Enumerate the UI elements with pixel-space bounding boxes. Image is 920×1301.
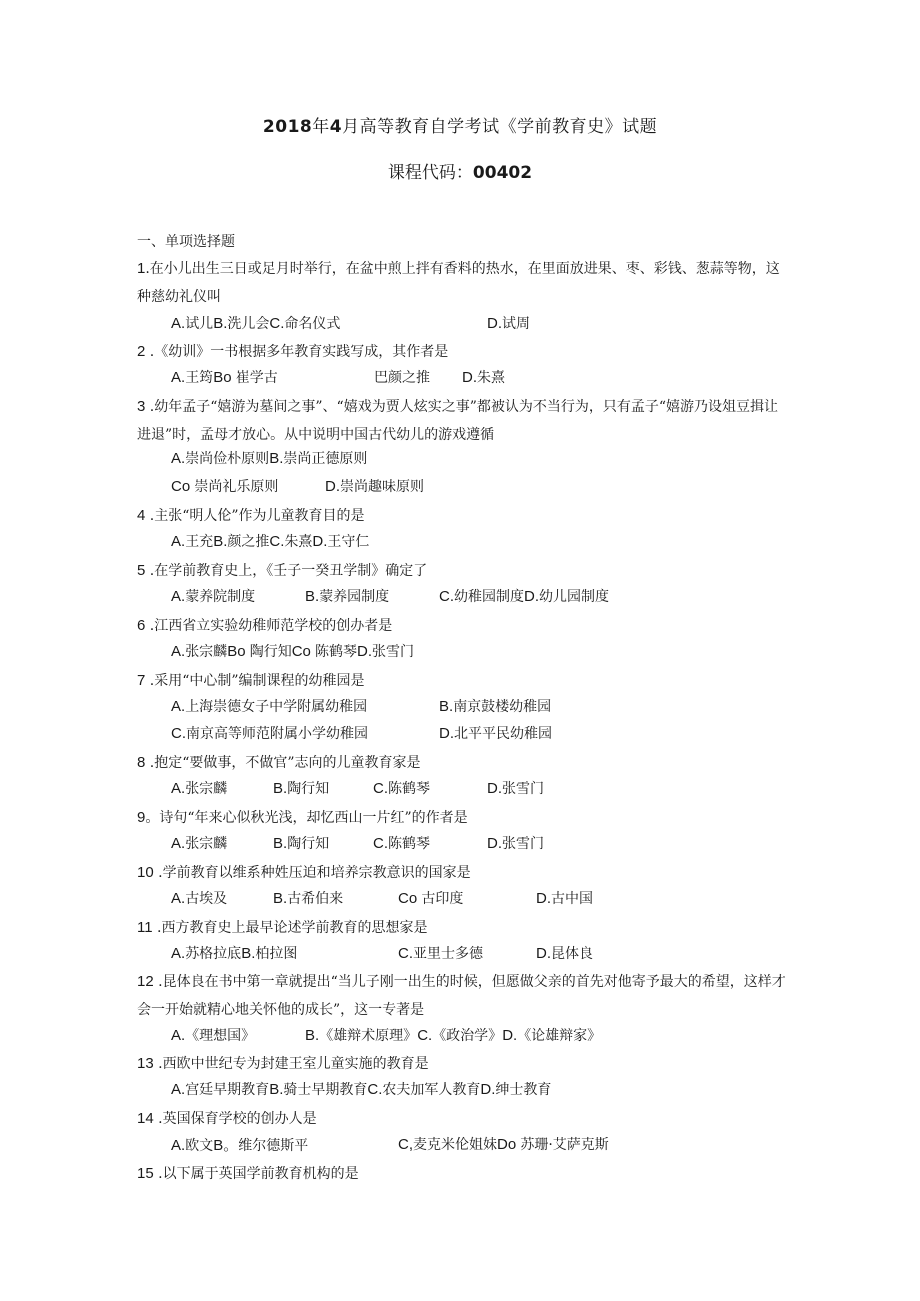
option-text: 崇尚正德原则: [283, 451, 368, 467]
option-letter: A.: [171, 780, 186, 797]
option-letter: C.: [417, 1027, 433, 1044]
option-group: [171, 723, 368, 743]
section-title: 一、单项选择题: [137, 234, 235, 250]
option-group: [171, 367, 278, 387]
option-text: 幼儿园制度: [539, 589, 609, 605]
option-text: 陈鹤琴: [388, 781, 430, 797]
option-letter: C.: [367, 1081, 383, 1098]
option-letter: A.: [171, 1081, 186, 1098]
option-text: 朱熹: [284, 534, 313, 550]
question-text: .在小儿出生三日或足月时举行，在盆中煎上拌有香料的热水，在里面放进果、枣、彩钱、葱蒜等物，这种慈幼礼仪叫: [137, 261, 780, 305]
option-group: [273, 833, 329, 853]
option-letter: C.: [373, 780, 388, 797]
option-group: [373, 833, 430, 853]
option-text: 苏珊·艾萨克斯: [520, 1137, 609, 1153]
option-group: [273, 778, 329, 798]
title-rest: 月高等教育自学考试《学前教育史》试题: [342, 117, 658, 137]
option-text: 崇尚礼乐原则: [194, 479, 279, 495]
option-text: 王充: [185, 534, 214, 550]
option-letter: B.: [269, 1081, 284, 1098]
option-letter: B。: [213, 1137, 239, 1154]
option-letter: B.: [273, 780, 288, 797]
course-code-value: 00402: [472, 163, 533, 183]
question-7: [137, 667, 787, 696]
option-text: 亚里士多德: [413, 946, 483, 962]
question-text: .在学前教育史上，《壬子一癸丑学制》确定了: [145, 563, 428, 579]
option-letter: C.: [171, 725, 186, 742]
option-text: 巴颜之推: [374, 370, 430, 386]
question-text: .昆体良在书中第一章就提出“当儿子刚一出生的时候，但愿做父亲的首先对他寄予最大的希望，这样才会一开始就精心地关怀他的成长”，这一专著是: [137, 974, 786, 1018]
option-text: 崇尚俭朴原则: [185, 451, 270, 467]
option-text: 宫廷早期教育: [185, 1082, 270, 1098]
option-text: 《政治学》: [432, 1028, 503, 1044]
option-group: [171, 531, 369, 551]
option-letter: A.: [171, 450, 186, 467]
question-text: .学前教育以维系种姓压迫和培养宗教意识的国家是: [153, 865, 471, 881]
option-letter: C,: [398, 1136, 413, 1153]
option-group: [374, 367, 430, 387]
exam-title: [0, 112, 920, 137]
option-text: 王筠: [185, 370, 214, 386]
question-number: 5: [137, 562, 146, 579]
option-group: [273, 888, 343, 908]
question-text: 。诗句“年来心似秋光浅，却忆西山一片红”的作者是: [145, 810, 468, 826]
option-letter: B.: [213, 315, 228, 332]
question-11: [137, 914, 787, 943]
option-group: [171, 313, 340, 333]
option-group: [536, 943, 593, 963]
option-letter: A.: [171, 698, 186, 715]
question-text: .英国保育学校的创办人是: [153, 1111, 317, 1127]
option-text: 《理想国》: [185, 1028, 256, 1044]
question-text: .抱定“要做事，不做官”志向的儿童教育家是: [145, 755, 421, 771]
option-letter: C.: [398, 945, 413, 962]
option-group: [398, 943, 483, 963]
option-letter: C.: [269, 533, 285, 550]
question-number: 13: [137, 1055, 154, 1072]
option-group: [487, 313, 530, 333]
option-group: [487, 833, 544, 853]
question-2: [137, 338, 787, 367]
option-group: [305, 1025, 601, 1045]
option-text: 幼稚园制度: [454, 589, 524, 605]
course-code: [0, 158, 920, 183]
option-letter: B.: [273, 890, 288, 907]
option-letter: A.: [171, 835, 186, 852]
question-text: .江西省立实验幼稚师范学校的创办者是: [145, 618, 393, 634]
option-letter: B.: [273, 835, 288, 852]
option-text: 颜之推: [227, 534, 270, 550]
option-text: 古中国: [551, 891, 593, 907]
option-letter: Co: [398, 890, 422, 907]
option-group: [171, 1134, 308, 1155]
title-month: 4: [329, 117, 343, 137]
question-14: [137, 1105, 787, 1134]
question-number: 2: [137, 343, 146, 360]
question-3: [137, 393, 787, 449]
option-text: 柏拉图: [255, 946, 298, 962]
option-letter: D.: [536, 945, 551, 962]
question-text: .以下属于英国学前教育机构的是: [153, 1166, 359, 1182]
option-letter: A.: [171, 643, 186, 660]
option-group: [373, 778, 430, 798]
course-code-label: 课程代码：: [387, 163, 473, 183]
option-text: 张雪门: [502, 781, 544, 797]
question-text: .西欧中世纪专为封建王室儿童实施的教育是: [153, 1056, 429, 1072]
option-letter: D.: [487, 835, 502, 852]
question-text: .幼年孟子“嬉游为墓间之事”、“嬉戏为贾人炫实之事”都被认为不当行为，只有孟子“嬉游乃设俎豆揖让进退”时，孟母才放心。从中说明中国古代幼儿的游戏遵循: [137, 399, 779, 443]
option-text: 维尔德斯平: [238, 1138, 309, 1154]
option-text: 骑士早期教育: [283, 1082, 368, 1098]
option-letter: D.: [524, 588, 539, 605]
option-text: 上海崇德女子中学附属幼稚园: [185, 699, 368, 715]
option-text: 苏格拉底: [185, 946, 242, 962]
option-letter: A.: [171, 533, 186, 550]
question-10: [137, 859, 787, 888]
option-text: 绅士教育: [495, 1082, 552, 1098]
option-text: 蒙养院制度: [185, 589, 256, 605]
option-text: 古印度: [421, 891, 464, 907]
option-text: 昆体良: [551, 946, 593, 962]
question-5: [137, 557, 787, 586]
option-group: [171, 888, 227, 908]
question-15: [137, 1160, 787, 1189]
option-letter: A.: [171, 890, 186, 907]
option-letter: A.: [171, 588, 186, 605]
option-text: 古埃及: [185, 891, 228, 907]
option-text: 南京高等师范附属小学幼稚园: [186, 726, 368, 742]
question-number: 3: [137, 398, 146, 415]
option-group: [439, 586, 609, 606]
option-text: 张雪门: [372, 644, 415, 660]
question-number: 12: [137, 973, 154, 990]
option-letter: A.: [171, 315, 186, 332]
option-letter: D.: [439, 725, 454, 742]
option-letter: D.: [462, 369, 477, 386]
question-4: [137, 502, 787, 531]
option-text: 蒙养园制度: [319, 589, 390, 605]
option-letter: A.: [171, 1027, 186, 1044]
option-text: 张宗麟: [185, 836, 228, 852]
option-text: 《雄辩术原理》: [319, 1028, 418, 1044]
option-group: [398, 888, 463, 908]
option-text: 南京鼓楼幼稚园: [453, 699, 552, 715]
option-group: [536, 888, 593, 908]
question-number: 6: [137, 617, 146, 634]
option-letter: B.: [305, 588, 320, 605]
option-text: 麦克米伦姐妹: [413, 1137, 497, 1153]
option-letter: Co: [291, 643, 316, 660]
option-group: [171, 586, 255, 606]
option-group: [171, 943, 297, 963]
option-letter: B.: [213, 533, 228, 550]
option-group: [171, 1025, 255, 1045]
option-letter: C.: [439, 588, 454, 605]
option-letter: B.: [241, 945, 256, 962]
option-text: 张宗麟: [185, 781, 228, 797]
option-letter: D.: [536, 890, 551, 907]
option-group: [171, 476, 278, 496]
question-8: [137, 749, 787, 778]
question-text: .主张“明人伦”作为儿童教育目的是: [145, 508, 365, 524]
question-12: [137, 968, 787, 1024]
question-number: 15: [137, 1165, 154, 1182]
option-letter: D.: [487, 780, 502, 797]
option-text: 陶行知: [287, 781, 330, 797]
title-mid: 年: [312, 117, 330, 137]
option-group: [487, 778, 544, 798]
question-text: .采用“中心制”编制课程的幼稚园是: [145, 673, 365, 689]
option-text: 农夫加军人教育: [382, 1082, 481, 1098]
option-text: 崔学古: [235, 370, 278, 386]
question-number: 10: [137, 864, 154, 881]
option-group: [439, 723, 552, 743]
option-text: 张宗麟: [185, 644, 228, 660]
option-text: 王守仁: [327, 534, 370, 550]
option-letter: A.: [171, 945, 186, 962]
option-letter: D.: [357, 643, 373, 660]
option-letter: D.: [325, 478, 340, 495]
option-group: [325, 476, 424, 496]
option-text: 《论雄辩家》: [517, 1028, 602, 1044]
question-13: [137, 1050, 787, 1079]
question-number: 14: [137, 1110, 154, 1127]
option-letter: D.: [312, 533, 328, 550]
question-number: 4: [137, 507, 146, 524]
option-text: 北平平民幼稚园: [454, 726, 552, 742]
option-group: [462, 367, 505, 387]
option-text: 陶行知: [249, 644, 292, 660]
option-letter: Bo: [213, 369, 236, 386]
option-letter: B.: [439, 698, 454, 715]
option-letter: Bo: [227, 643, 250, 660]
option-text: 命名仪式: [284, 316, 341, 332]
option-letter: B.: [305, 1027, 320, 1044]
option-text: 张雪门: [502, 836, 544, 852]
question-number: 7: [137, 672, 146, 689]
option-letter: Do: [497, 1136, 521, 1153]
option-group: [305, 586, 389, 606]
option-letter: D.: [487, 315, 502, 332]
option-group: [171, 641, 414, 661]
option-text: 崇尚趣味原则: [340, 479, 424, 495]
option-group: [171, 696, 367, 716]
option-text: 陈鹤琴: [315, 644, 358, 660]
option-group: [171, 778, 227, 798]
option-text: 欧文: [185, 1138, 214, 1154]
question-number: 1: [137, 260, 146, 277]
option-letter: C.: [373, 835, 388, 852]
option-text: 陶行知: [287, 836, 330, 852]
option-text: 古希伯来: [287, 891, 344, 907]
question-text: .西方教育史上最早论述学前教育的思想家是: [152, 920, 428, 936]
question-text: .《幼训》一书根据多年教育实践写成，其作者是: [145, 344, 449, 360]
option-letter: C.: [269, 315, 285, 332]
question-6: [137, 612, 787, 641]
option-group: [439, 696, 551, 716]
option-letter: D.: [480, 1081, 496, 1098]
option-text: 试周: [502, 316, 530, 332]
option-group: [171, 833, 227, 853]
option-group: [171, 1079, 551, 1099]
question-number: 11: [137, 919, 153, 936]
option-text: 陈鹤琴: [388, 836, 430, 852]
option-letter: A.: [171, 1137, 186, 1154]
option-letter: A.: [171, 369, 186, 386]
option-text: 洗儿会: [227, 316, 270, 332]
title-year: 2018: [262, 117, 313, 137]
option-letter: D.: [502, 1027, 518, 1044]
option-letter: B.: [269, 450, 284, 467]
question-1: [137, 255, 787, 311]
option-group: [171, 448, 367, 468]
question-number: 8: [137, 754, 146, 771]
option-text: 朱熹: [477, 370, 505, 386]
option-letter: Co: [171, 478, 195, 495]
question-9: [137, 804, 787, 833]
option-group: [398, 1134, 609, 1154]
option-text: 试儿: [185, 316, 214, 332]
question-number: 9: [137, 809, 146, 826]
